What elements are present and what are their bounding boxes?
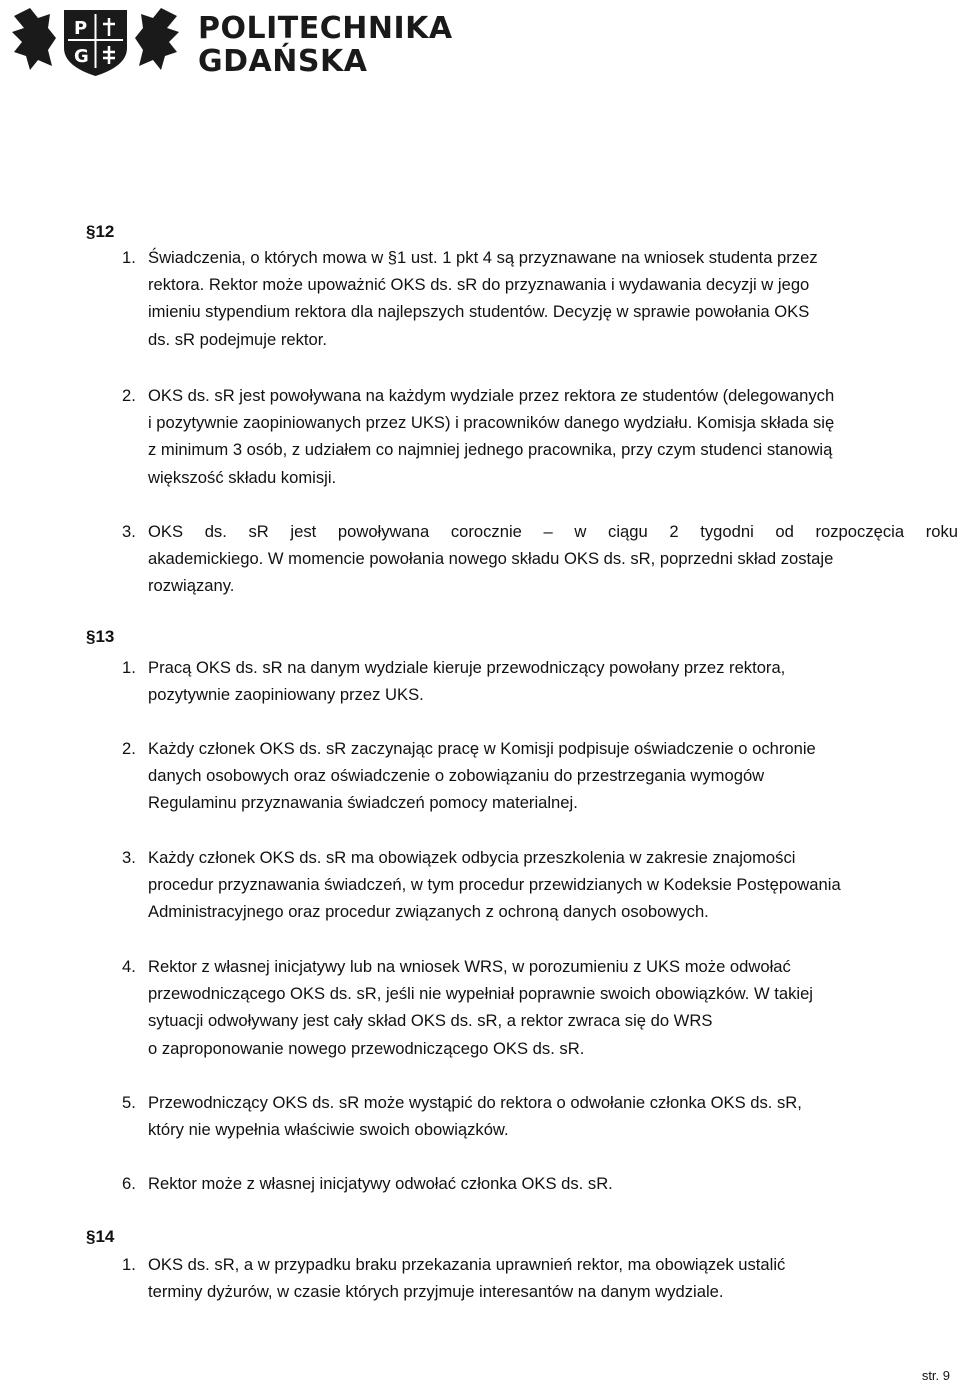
item-line: pozytywnie zaopiniowany przez UKS. — [148, 685, 424, 704]
logo-line-2: GDAŃSKA — [198, 44, 368, 79]
item-line: rektora. Rektor może upoważnić OKS ds. sR do przyznawania i wydawania decyzji w jego — [148, 275, 810, 294]
item-number: 6. — [122, 1174, 136, 1193]
item-line: rozwiązany. — [148, 576, 235, 595]
item-number: 3. — [122, 848, 136, 867]
crest-icon — [8, 4, 183, 78]
item-line: przewodniczącego OKS ds. sR, jeśli nie wypełniał poprawnie swoich obowiązków. W takiej — [148, 984, 813, 1003]
section-title: §14 — [86, 1227, 115, 1246]
item-line: danych osobowych oraz oświadczenie o zobowiązaniu do przestrzegania wymogów — [148, 766, 765, 785]
item-line: imieniu stypendium rektora dla najlepszych studentów. Decyzję w sprawie powołania OKS — [148, 302, 810, 321]
item-line: akademickiego. W momencie powołania nowego składu OKS ds. sR, poprzedni skład zostaje — [148, 549, 834, 568]
item-line: OKS ds. sR jest powoływana corocznie – w ciągu 2 tygodni od rozpoczęcia roku — [148, 522, 958, 541]
item-line: OKS ds. sR jest powoływana na każdym wydziale przez rektora ze studentów (delegowanych — [148, 386, 835, 405]
item-line: Regulaminu przyznawania świadczeń pomocy materialnej. — [148, 793, 578, 812]
item-line: o zaproponowanie nowego przewodniczącego OKS ds. sR. — [148, 1039, 585, 1058]
item-line: OKS ds. sR, a w przypadku braku przekazania uprawnień rektor, ma obowiązek ustalić — [148, 1255, 786, 1274]
item-number: 4. — [122, 957, 136, 976]
item-line: Przewodniczący OKS ds. sR może wystąpić do rektora o odwołanie członka OKS ds. sR, — [148, 1093, 802, 1112]
item-number: 5. — [122, 1093, 136, 1112]
item-line: który nie wypełnia właściwie swoich obowiązków. — [148, 1120, 509, 1139]
item-line: sytuacji odwoływany jest cały skład OKS ds. sR, a rektor zwraca się do WRS — [148, 1011, 713, 1030]
item-number: 2. — [122, 739, 136, 758]
item-line: ds. sR podejmuje rektor. — [148, 330, 327, 349]
item-line: i pozytywnie zaopiniowanych przez UKS) i pracowników danego wydziału. Komisja składa się — [148, 413, 835, 432]
item-line: procedur przyznawania świadczeń, w tym procedur przewidzianych w Kodeksie Postępowania — [148, 875, 841, 894]
item-line: Administracyjnego oraz procedur związanych z ochroną danych osobowych. — [148, 902, 709, 921]
logo-wordmark — [198, 12, 453, 78]
item-number: 1. — [122, 248, 136, 267]
item-number: 1. — [122, 1255, 136, 1274]
item-line: Każdy członek OKS ds. sR ma obowiązek odbycia przeszkolenia w zakresie znajomości — [148, 848, 796, 867]
item-line: Pracą OKS ds. sR na danym wydziale kieruje przewodniczący powołany przez rektora, — [148, 658, 786, 677]
logo-line-1: POLITECHNIKA — [198, 11, 453, 46]
item-number: 2. — [122, 386, 136, 405]
item-line: Świadczenia, o których mowa w §1 ust. 1 pkt 4 są przyznawane na wniosek studenta przez — [148, 248, 818, 267]
item-line: Rektor z własnej inicjatywy lub na wniosek WRS, w porozumieniu z UKS może odwołać — [148, 957, 791, 976]
item-line: terminy dyżurów, w czasie których przyjmuje interesantów na danym wydziale. — [148, 1282, 724, 1301]
item-line: Każdy członek OKS ds. sR zaczynając pracę w Komisji podpisuje oświadczenie o ochronie — [148, 739, 816, 758]
crest-letter-p: P — [74, 18, 88, 39]
item-line: większość składu komisji. — [148, 468, 337, 487]
item-line: z minimum 3 osób, z udziałem co najmniej jednego pracownika, przy czym studenci stanowią — [148, 440, 833, 459]
item-line: Rektor może z własnej inicjatywy odwołać członka OKS ds. sR. — [148, 1174, 613, 1193]
university-logo — [8, 4, 453, 79]
section-title: §13 — [86, 627, 115, 646]
item-number: 1. — [122, 658, 136, 677]
crest-letter-g: G — [74, 46, 89, 67]
item-number: 3. — [122, 522, 136, 541]
section-title: §12 — [86, 222, 115, 241]
page-number: str. 9 — [921, 1368, 950, 1383]
